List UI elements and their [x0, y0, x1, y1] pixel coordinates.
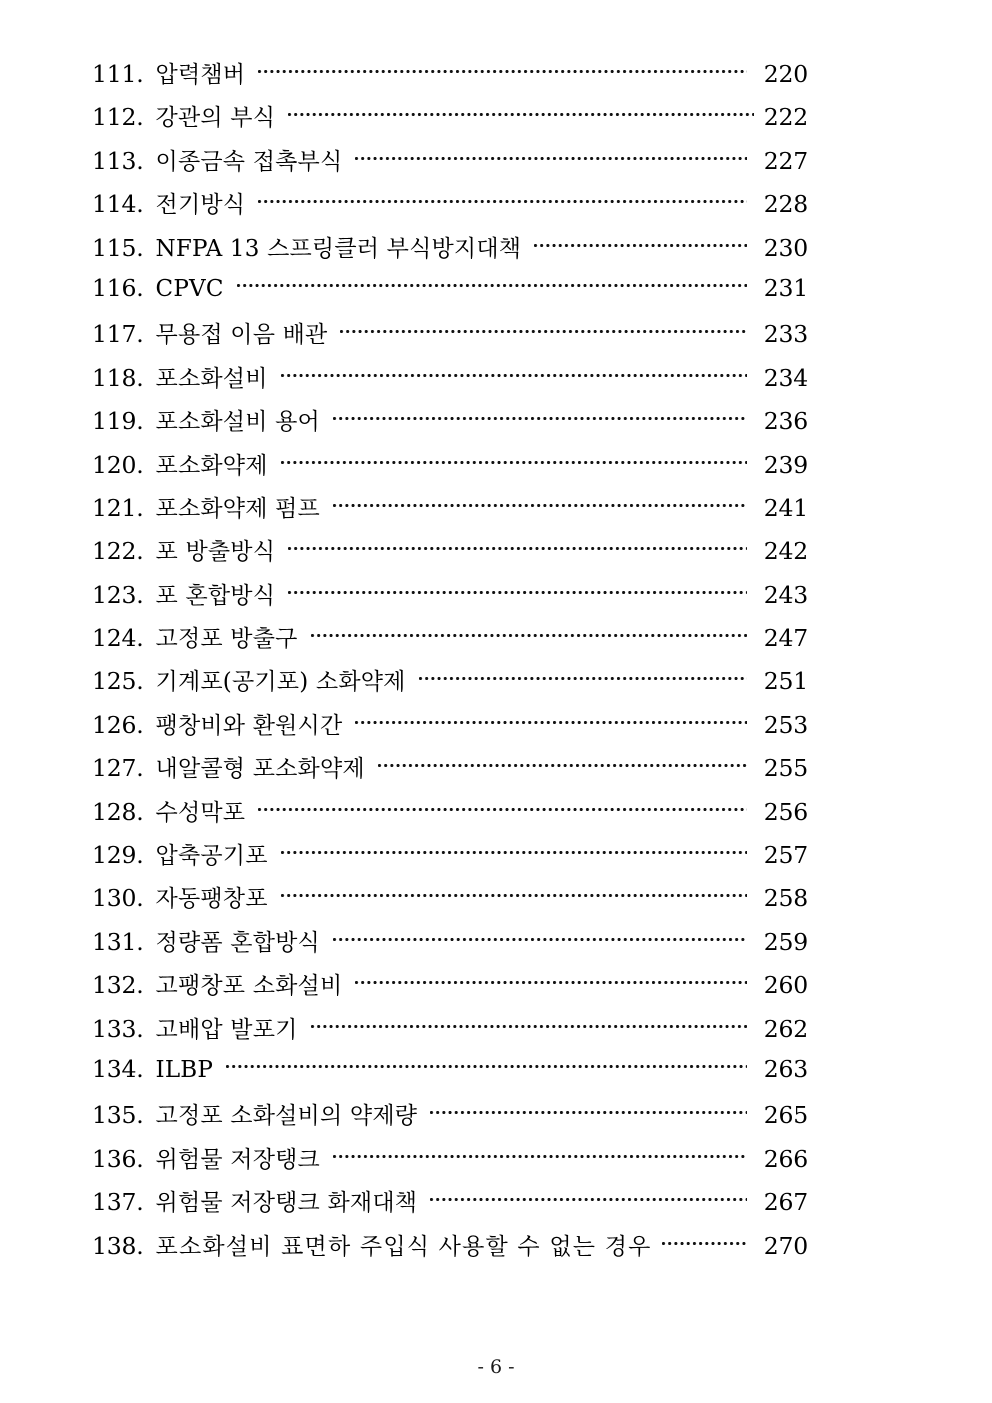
toc-entry-page-number: 234 [763, 363, 808, 392]
toc-dot-leader [281, 363, 747, 386]
toc-entry-title: 강관의 부식 [155, 105, 276, 132]
toc-entry-title: 기계포(공기포) 소화약제 [155, 669, 406, 696]
toc-entry-page-number: 241 [763, 493, 808, 522]
toc-entry-title: 압축공기포 [155, 843, 268, 870]
toc-dot-leader [288, 102, 754, 125]
toc-dot-leader [355, 970, 747, 993]
toc-dot-leader [226, 1054, 747, 1077]
toc-entry-title: 포소화설비 용어 [155, 409, 320, 436]
toc-entry-number: 112. [92, 103, 144, 132]
toc-entry-title: CPVC [155, 275, 224, 302]
toc-entry-page-number: 231 [763, 273, 808, 302]
toc-entry-title: 포소화설비 표면하 주입식 사용할 수 없는 경우 [155, 1233, 652, 1260]
toc-entry-title: 고정포 방출구 [155, 626, 298, 653]
toc-entry[interactable] [92, 707, 808, 750]
toc-entry-title: 자동팽창포 [155, 886, 268, 913]
toc-entry-title: 고정포 소화설비의 약제량 [155, 1103, 418, 1130]
toc-entry-title: 수성막포 [155, 799, 246, 826]
toc-entry-number: 113. [92, 146, 144, 175]
toc-entry-title: 정량폼 혼합방식 [155, 929, 320, 956]
toc-entry-page-number: 270 [763, 1231, 808, 1260]
toc-entry-page-number: 243 [763, 580, 808, 609]
toc-entry[interactable] [92, 750, 808, 793]
toc-entry-number: 114. [92, 190, 144, 219]
toc-entry-number: 128. [92, 797, 144, 826]
toc-entry-title: 무용접 이음 배관 [155, 322, 328, 349]
toc-entry-page-number: 239 [763, 450, 808, 479]
toc-dot-leader [288, 536, 747, 559]
toc-dot-leader [378, 753, 747, 776]
toc-entry-number: 125. [92, 667, 144, 696]
toc-entry-title: 포소화설비 [155, 365, 268, 392]
toc-dot-leader [311, 1014, 747, 1037]
page-number-footer: - 6 - [477, 1356, 515, 1378]
toc-entry[interactable] [92, 56, 808, 99]
toc-entry[interactable] [92, 403, 808, 446]
toc-dot-leader [333, 406, 747, 429]
toc-entry-number: 131. [92, 927, 144, 956]
toc-dot-leader [258, 189, 747, 212]
toc-entry-number: 120. [92, 450, 144, 479]
toc-entry-title: 고팽창포 소화설비 [155, 973, 343, 1000]
toc-dot-leader [662, 1231, 748, 1254]
toc-entry-number: 115. [92, 233, 144, 262]
toc-entry-title: ILBP [155, 1056, 214, 1083]
toc-entry[interactable] [92, 880, 808, 923]
toc-dot-leader [333, 927, 747, 950]
toc-entry-number: 130. [92, 884, 144, 913]
toc-dot-leader [430, 1100, 747, 1123]
toc-entry-number: 117. [92, 320, 144, 349]
toc-entry-page-number: 256 [763, 797, 808, 826]
toc-entry-number: 119. [92, 407, 144, 436]
toc-entry[interactable] [92, 1184, 808, 1227]
toc-entry-number: 123. [92, 580, 144, 609]
toc-entry-number: 132. [92, 971, 144, 1000]
toc-entry-number: 127. [92, 754, 144, 783]
toc-entry[interactable] [92, 620, 808, 663]
toc-entry-title: 포소화약제 펌프 [155, 495, 320, 522]
toc-entry-number: 135. [92, 1101, 144, 1130]
toc-entry-page-number: 267 [763, 1188, 808, 1217]
toc-entry[interactable] [92, 143, 808, 186]
toc-entry[interactable] [92, 316, 808, 359]
toc-entry-number: 124. [92, 624, 144, 653]
toc-entry-number: 138. [92, 1231, 144, 1260]
toc-entry[interactable] [92, 663, 808, 706]
toc-dot-leader [288, 580, 747, 603]
toc-entry-number: 133. [92, 1014, 144, 1043]
toc-dot-leader [258, 59, 747, 82]
toc-entry-number: 111. [92, 60, 144, 88]
toc-dot-leader [258, 797, 747, 820]
toc-dot-leader [311, 623, 747, 646]
toc-entry-title: 전기방식 [155, 192, 246, 219]
toc-entry-page-number: 230 [763, 233, 808, 262]
toc-entry-page-number: 262 [763, 1014, 808, 1043]
toc-entry-page-number: 222 [763, 103, 808, 132]
toc-entry[interactable] [92, 794, 808, 837]
toc-entry[interactable] [92, 490, 808, 533]
toc-entry-page-number: 236 [763, 407, 808, 436]
toc-entry[interactable] [92, 1011, 808, 1054]
toc-entry[interactable] [92, 533, 808, 576]
toc-entry-page-number: 263 [763, 1054, 808, 1083]
toc-entry-title: 위험물 저장탱크 [155, 1146, 320, 1173]
toc-entry[interactable] [92, 230, 808, 273]
toc-entry-number: 129. [92, 841, 144, 870]
toc-entry[interactable] [92, 273, 808, 316]
toc-dot-leader [340, 319, 747, 342]
toc-dot-leader [281, 450, 747, 473]
toc-entry-page-number: 247 [763, 624, 808, 653]
toc-entry-title: 포소화약제 [155, 452, 268, 479]
table-of-contents-list [92, 56, 808, 1271]
toc-entry-title: 고배압 발포기 [155, 1016, 298, 1043]
toc-entry-number: 122. [92, 537, 144, 566]
toc-dot-leader [534, 233, 747, 256]
toc-entry-page-number: 228 [763, 190, 808, 219]
toc-entry[interactable] [92, 1097, 808, 1140]
toc-entry-page-number: 251 [763, 667, 808, 696]
toc-entry-number: 134. [92, 1054, 144, 1083]
toc-entry-title: 포 방출방식 [155, 539, 276, 566]
toc-entry-title: 위험물 저장탱크 화재대책 [155, 1190, 418, 1217]
toc-entry[interactable] [92, 577, 808, 620]
toc-entry-title: 팽창비와 환원시간 [155, 712, 343, 739]
toc-entry[interactable] [92, 1228, 808, 1271]
toc-entry-page-number: 220 [763, 60, 808, 88]
toc-entry[interactable] [92, 1141, 808, 1184]
toc-entry[interactable] [92, 447, 808, 490]
toc-dot-leader [419, 666, 747, 689]
toc-dot-leader [333, 493, 747, 516]
toc-entry-number: 118. [92, 363, 144, 392]
toc-entry-page-number: 260 [763, 971, 808, 1000]
toc-entry-title: NFPA 13 스프링클러 부식방지대책 [155, 235, 522, 262]
toc-entry-number: 116. [92, 273, 144, 302]
toc-entry-number: 137. [92, 1188, 144, 1217]
toc-entry[interactable] [92, 967, 808, 1010]
toc-entry-title: 포 혼합방식 [155, 582, 276, 609]
toc-entry[interactable] [92, 186, 808, 229]
toc-dot-leader [355, 710, 747, 733]
toc-entry-number: 126. [92, 710, 144, 739]
toc-entry[interactable] [92, 1054, 808, 1097]
toc-entry-page-number: 265 [763, 1101, 808, 1130]
toc-entry-number: 136. [92, 1144, 144, 1173]
toc-entry-page-number: 253 [763, 710, 808, 739]
toc-entry-page-number: 258 [763, 884, 808, 913]
toc-entry[interactable] [92, 924, 808, 967]
toc-dot-leader [281, 840, 747, 863]
toc-dot-leader [355, 146, 747, 169]
toc-entry-page-number: 266 [763, 1144, 808, 1173]
toc-entry[interactable] [92, 837, 808, 880]
toc-entry[interactable] [92, 99, 808, 142]
toc-entry-page-number: 255 [763, 754, 808, 783]
toc-entry-page-number: 242 [763, 537, 808, 566]
toc-entry-page-number: 233 [763, 320, 808, 349]
toc-entry-page-number: 259 [763, 927, 808, 956]
toc-entry[interactable] [92, 360, 808, 403]
toc-dot-leader [333, 1144, 747, 1167]
toc-entry-title: 내알콜형 포소화약제 [155, 756, 365, 783]
toc-entry-page-number: 227 [763, 146, 808, 175]
toc-dot-leader [430, 1187, 747, 1210]
toc-entry-number: 121. [92, 493, 144, 522]
toc-entry-title: 압력챔버 [155, 62, 246, 88]
toc-dot-leader [281, 883, 747, 906]
toc-dot-leader [237, 273, 747, 296]
toc-entry-title: 이종금속 접촉부식 [155, 148, 343, 175]
toc-entry-page-number: 257 [763, 841, 808, 870]
